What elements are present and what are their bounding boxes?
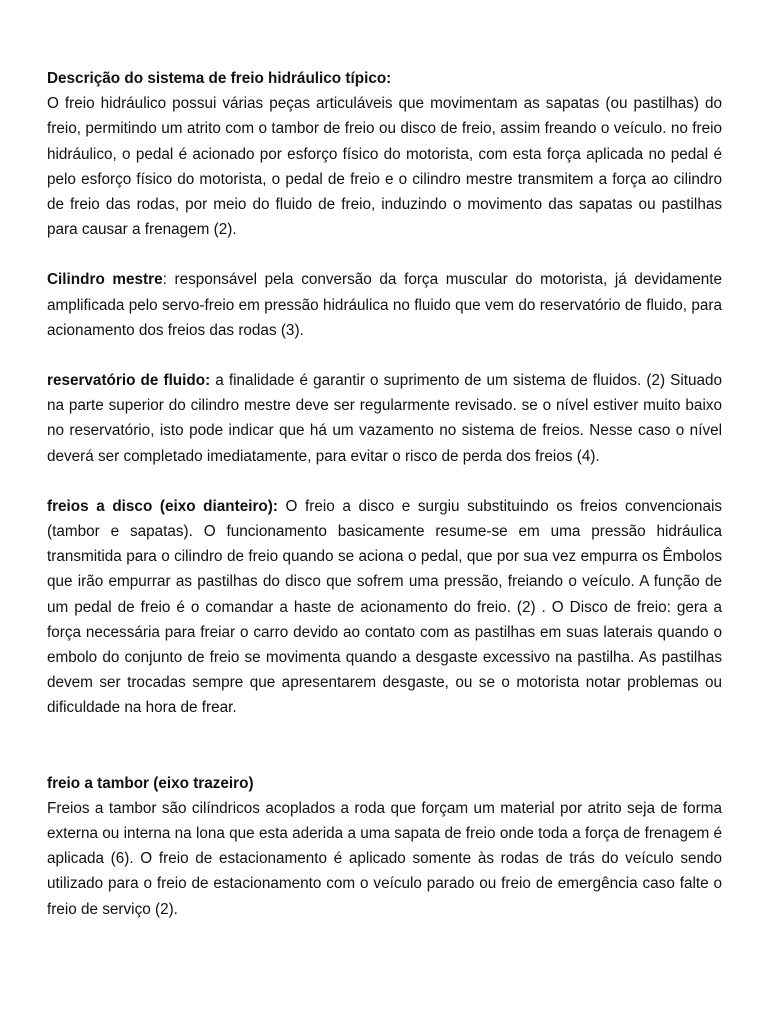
spacer	[47, 721, 722, 771]
definition-master-cylinder: : responsável pela conversão da força muscular do motorista, já devidamente amplificada pelo servo-freio em pressão hidráulica no fluido que vem do reservatório de fluido, para acionamento dos freios das rodas (3).	[47, 271, 723, 339]
term-disc-brakes: freios a disco (eixo dianteiro):	[47, 497, 278, 515]
paragraph-disc-brakes	[47, 494, 722, 721]
spacer	[47, 242, 722, 267]
paragraph-hydraulic-brake-description: O freio hidráulico possui várias peças articuláveis que movimentam as sapatas (ou pastilhas) do freio, permitindo um atrito com o tambor de freio ou disco de freio, assim freando o veículo. no freio hidráulico, o pedal é acionado por esforço físico do motorista, com esta força aplicada no pedal é pelo esforço físico do motorista, o pedal de freio e o cilindro mestre transmitem a força ao cilindro de freio das rodas, por meio do fluido de freio, induzindo o movimento das sapatas ou pastilhas para causar a frenagem (2).	[47, 95, 722, 239]
spacer	[47, 343, 722, 368]
definition-fluid-reservoir: a finalidade é garantir o suprimento de um sistema de fluidos. (2) Situado na parte superior do cilindro mestre deve ser regularmente revisado. se o nível estiver muito baixo no reservatório, isto pode indicar que há um vazamento no sistema de freios. Nesse caso o nível deverá ser completado imediatamente, para evitar o risco de perda dos freios (4).	[47, 372, 723, 465]
term-fluid-reservoir: reservatório de fluido:	[47, 372, 211, 390]
section-heading-drum-brake: freio a tambor (eixo trazeiro)	[47, 774, 254, 792]
section-heading-hydraulic-brake-system: Descrição do sistema de freio hidráulico típico:	[47, 70, 392, 87]
document-page	[47, 66, 722, 922]
spacer	[47, 469, 722, 494]
term-master-cylinder: Cilindro mestre	[47, 271, 163, 289]
definition-disc-brakes: O freio a disco e surgiu substituindo os freios convencionais (tambor e sapatas). O funcionamento basicamente resume-se em uma pressão hidráulica transmitida para o cilindro de freio quando se aciona o pedal, que por sua vez empurra os Êmbolos que irão empurrar as pastilhas do disco que sofrem uma pressão, freiando o veículo. A função de um pedal de freio é o comandar a haste de acionamento do freio. (2) . O Disco de freio: gera a força necessária para freiar o carro devido ao contato com as pastilhas em suas laterais quando o embolo do conjunto de freio se movimenta quando a desgaste excessivo na pastilha. As pastilhas devem ser trocadas sempre que apresentarem desgaste, ou se o motorista notar problemas ou dificuldade na hora de frear.	[47, 497, 722, 717]
paragraph-master-cylinder	[47, 267, 722, 343]
paragraph-fluid-reservoir	[47, 368, 722, 469]
paragraph-drum-brake-description: Freios a tambor são cilíndricos acoplados a roda que forçam um material por atrito seja de forma externa ou interna na lona que esta aderida a uma sapata de freio onde toda a força de frenagem é aplicada (6). O freio de estacionamento é aplicado somente às rodas de trás do veículo sendo utilizado para o freio de estacionamento com o veículo parado ou freio de emergência caso falte o freio de serviço (2).	[47, 799, 722, 918]
